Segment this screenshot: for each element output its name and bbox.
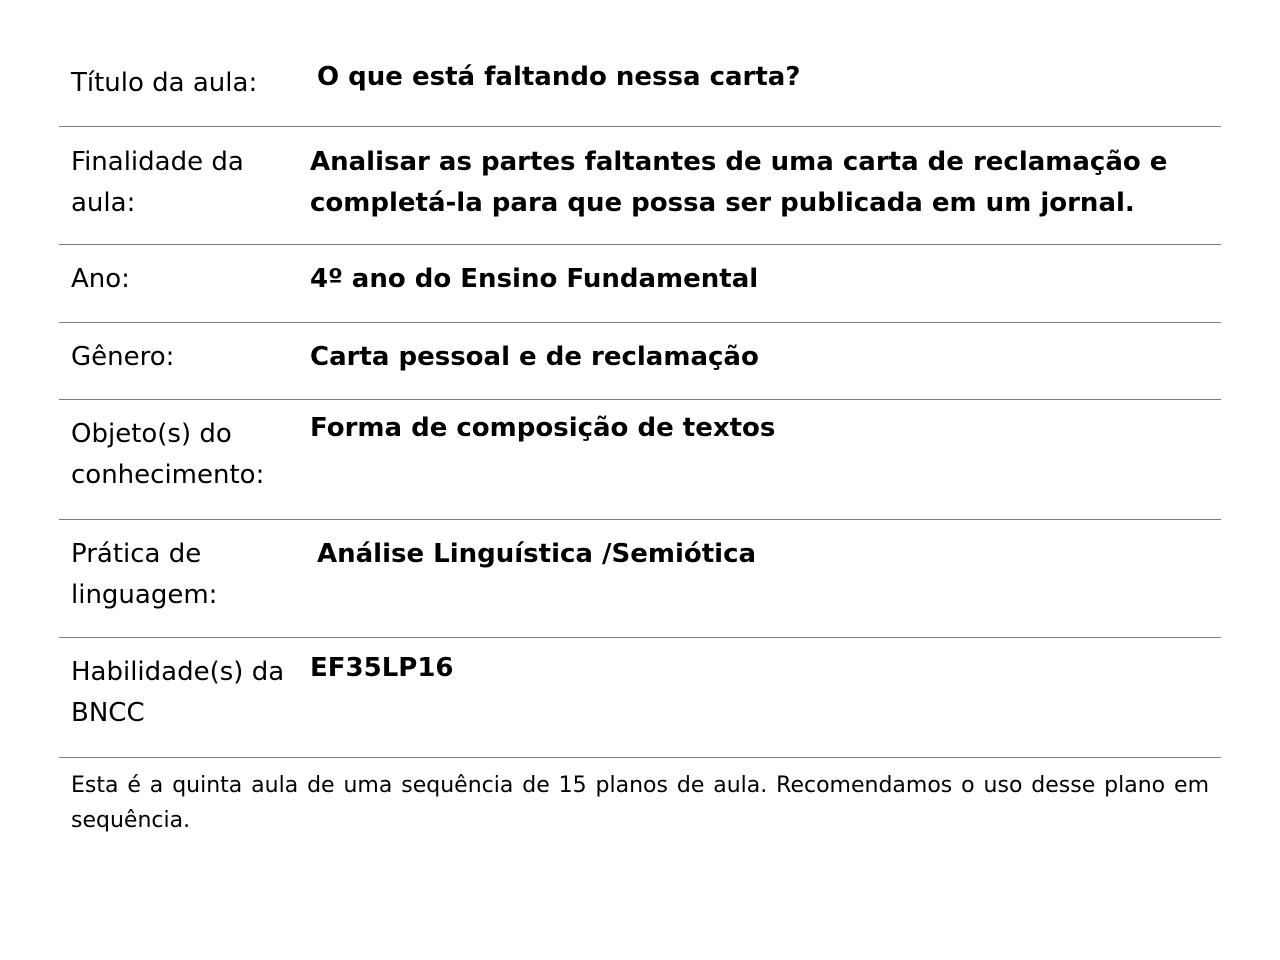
row-ano: [59, 245, 1221, 323]
row-genero: [59, 323, 1221, 400]
label-ano: Ano:: [71, 264, 130, 294]
label-genero: Gênero:: [71, 342, 175, 372]
row-titulo: [59, 48, 1221, 127]
value-ano: 4º ano do Ensino Fundamental: [310, 264, 759, 294]
value-objeto: Forma de composição de textos: [310, 413, 776, 443]
row-pratica: [59, 520, 1221, 638]
row-habilidade: [59, 638, 1221, 758]
label-objeto: Objeto(s) do conhecimento:: [71, 419, 265, 490]
value-genero: Carta pessoal e de reclamação: [310, 342, 759, 372]
value-finalidade: Analisar as partes faltantes de uma carta de reclamação e completá-la para que possa ser publicada em um jornal.: [310, 147, 1168, 218]
row-finalidade: [59, 127, 1221, 245]
value-pratica: Análise Linguística /Semiótica: [317, 539, 757, 569]
label-titulo: Título da aula:: [71, 68, 258, 98]
sequence-note: Esta é a quinta aula de uma sequência de 15 planos de aula. Recomendamos o uso desse plano em sequência.: [71, 773, 1209, 833]
value-titulo: O que está faltando nessa carta?: [317, 62, 801, 92]
row-objeto: [59, 400, 1221, 520]
label-pratica: Prática de linguagem:: [71, 539, 218, 610]
label-habilidade: Habilidade(s) da BNCC: [71, 657, 285, 728]
value-habilidade: EF35LP16: [310, 653, 454, 683]
lesson-plan-table: [59, 48, 1221, 838]
label-finalidade: Finalidade da aula:: [71, 147, 244, 218]
